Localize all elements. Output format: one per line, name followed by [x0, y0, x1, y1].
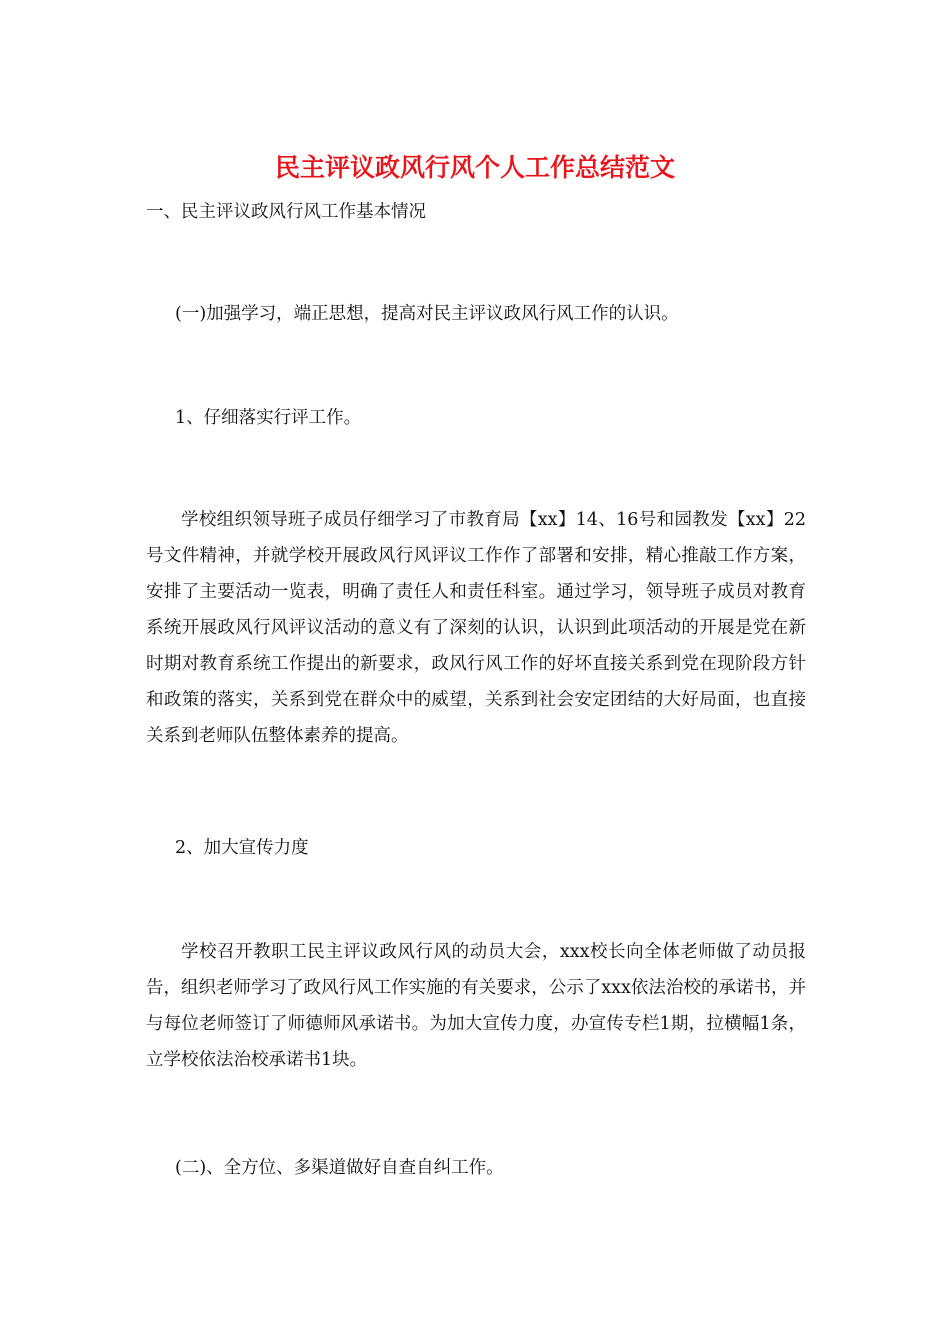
- paragraph-1: 学校组织领导班子成员仔细学习了市教育局【xx】14、16号和园教发【xx】22号文件精神，并就学校开展政风行风评议工作作了部署和安排，精心推敲工作方案，安排了主要活动一览表，明确了责任人和责任科室。通过学习，领导班子成员对教育系统开展政风行风评议活动的意义有了深刻的认识，认识到此项活动的开展是党在新时期对教育系统工作提出的新要求，政风行风工作的好坏直接关系到党在现阶段方针和政策的落实，关系到党在群众中的威望，关系到社会安定团结的大好局面，也直接关系到老师队伍整体素养的提高。: [146, 510, 806, 746]
- section-heading-1: 一、民主评议政风行风工作基本情况: [146, 202, 426, 222]
- list-item-2: 2、加大宣传力度: [175, 838, 309, 858]
- subsection-heading-2: (二)、全方位、多渠道做好自查自纠工作。: [175, 1158, 504, 1178]
- paragraph-2: 学校召开教职工民主评议政风行风的动员大会，xxx校长向全体老师做了动员报告，组织老师学习了政风行风工作实施的有关要求，公示了xxx依法治校的承诺书，并与每位老师签订了师德师风承诺书。为加大宣传力度，办宣传专栏1期，拉横幅1条，立学校依法治校承诺书1块。: [146, 942, 806, 1070]
- list-item-1: 1、仔细落实行评工作。: [175, 408, 362, 428]
- subsection-heading-1: (一)加强学习，端正思想，提高对民主评议政风行风工作的认识。: [175, 304, 679, 324]
- document-title: 民主评议政风行风个人工作总结范文: [274, 153, 675, 182]
